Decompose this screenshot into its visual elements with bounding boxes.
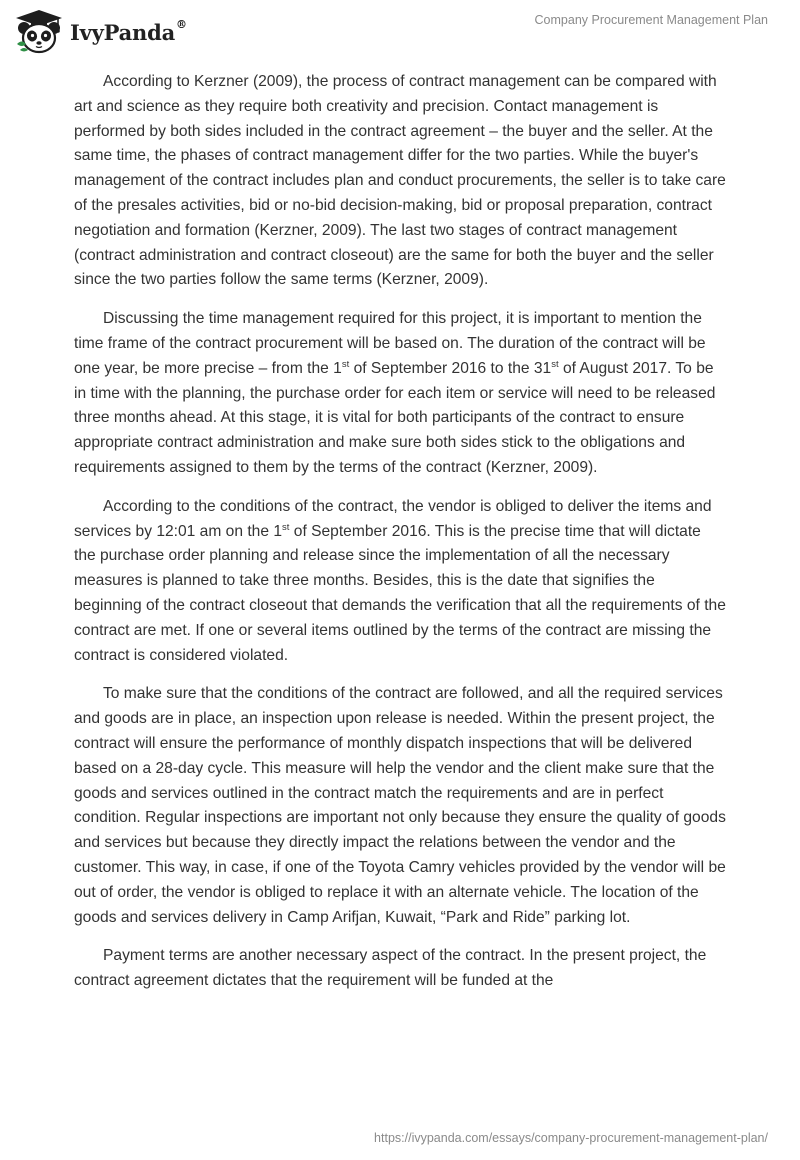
paragraph-1: According to Kerzner (2009), the process of contract management can be compared with art and science as they require both creativity and precision. Contact management is performed by both sides included in the contract agreement – the buyer and the seller. At the same time, the phases of contract management differ for the two parties. While the buyer's management of the contract includes plan and conduct procurements, the seller is to take care of the presales activities, bid or no-bid decision-making, bid or proposal preparation, contract negotiation and formation (Kerzner, 2009). The last two stages of contract management (contract administration and contract closeout) are the same for both the buyer and the seller since the two parties follow the same terms (Kerzner, 2009).	[74, 73, 726, 289]
registered-mark: ®	[176, 17, 187, 31]
source-url[interactable]: https://ivypanda.com/essays/company-procurement-management-plan/	[374, 1131, 768, 1145]
paragraph-4: To make sure that the conditions of the contract are followed, and all the required services and goods are in place, an inspection upon release is needed. Within the present project, the contract will ensure the performance of monthly dispatch inspections that will be delivered based on a 28-day cycle. This measure will help the vendor and the client make sure that the goods and services outlined in the contract match the requirements and are in perfect condition. Regular inspections are important not only because they ensure the quality of goods and services but because they directly impact the relations between the vendor and the customer. This way, in case, if one of the Toyota Camry vehicles provided by the vendor will be out of order, the vendor is obliged to replace it with an alternate vehicle. The location of the goods and services delivery in Camp Arifjan, Kuwait, “Park and Ride” parking lot.	[74, 685, 726, 926]
paragraph-2: Discussing the time management required for this project, it is important to mention the time frame of the contract procurement will be based on. The duration of the contract will be one year, be more precise – from the 1st of September 2016 to the 31st of August 2017. To be in time with the planning, the purchase order for each item or service will need to be released three months ahead. At this stage, it is vital for both participants of the contract to ensure appropriate contract administration and make sure both sides stick to the obligations and requirements assigned to them by the terms of the contract (Kerzner, 2009).	[74, 310, 716, 476]
page-header	[0, 0, 800, 60]
brand-name: IvyPanda®	[70, 17, 187, 45]
ordinal-suffix: st	[551, 358, 559, 370]
document-title: Company Procurement Management Plan	[534, 13, 768, 27]
essay-body	[74, 70, 726, 1008]
brand-logo[interactable]	[14, 8, 187, 54]
paragraph-5: Payment terms are another necessary aspect of the contract. In the present project, the contract agreement dictates that the requirement will be funded at the	[74, 947, 707, 990]
ordinal-suffix: st	[341, 358, 350, 370]
ordinal-suffix: st	[282, 521, 290, 533]
paragraph-3: According to the conditions of the contract, the vendor is obliged to deliver the items and services by 12:01 am on the 1st of September 2016. This is the precise time that will dictate the purchase order planning and release since the implementation of all the necessary measures is planned to take three months. Besides, this is the date that signifies the beginning of the contract closeout that demands the verification that all the requirements of the contract are met. If one or several items outlined by the terms of the contract are missing the contract is considered violated.	[74, 497, 726, 664]
panda-graduation-cap-icon	[14, 8, 64, 54]
